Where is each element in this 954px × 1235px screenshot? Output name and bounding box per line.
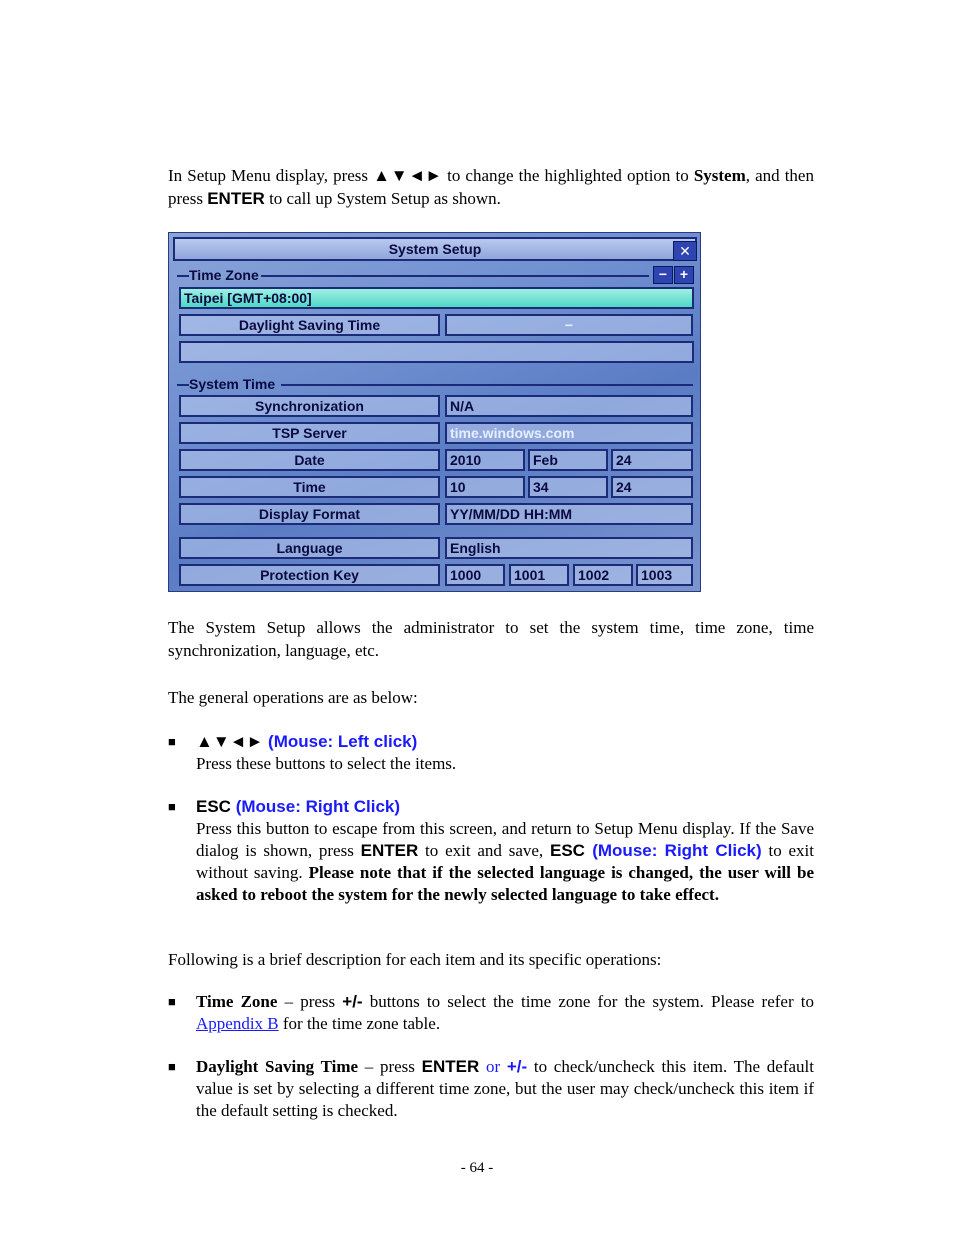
key-field-4[interactable]: 1003	[636, 564, 693, 586]
intro-paragraph	[168, 164, 814, 210]
bullet-text: for the time zone table.	[278, 1014, 441, 1033]
time-label: Time	[179, 476, 440, 498]
bullet-text: – press	[277, 992, 343, 1011]
time-zone-group-label: Time Zone	[189, 267, 259, 283]
enter-key: ENTER	[421, 1057, 480, 1076]
group-border	[177, 275, 189, 277]
enter-key: ENTER	[360, 841, 419, 860]
bullet-text: Press this button to escape from this screen, and return to Setup Menu display. If the Save dialog is shown, press	[196, 819, 814, 860]
time-minute-field[interactable]: 34	[528, 476, 608, 498]
plus-button[interactable]: +	[674, 266, 694, 284]
bullet-text: to exit and save,	[418, 841, 550, 860]
bullet-square-icon: ■	[168, 1059, 176, 1074]
minus-button[interactable]: −	[653, 266, 673, 284]
protection-key-label: Protection Key	[179, 564, 440, 586]
system-time-group-label: System Time	[189, 376, 276, 392]
mouse-hint: (Mouse: Right Click)	[584, 841, 762, 860]
page-number: - 64 -	[460, 1160, 494, 1176]
or-word: or	[479, 1057, 507, 1076]
date-month-field[interactable]: Feb	[528, 449, 608, 471]
bullet-time-zone	[168, 991, 814, 1035]
arrow-keys: ▲▼◄►	[373, 166, 443, 185]
items-intro: Following is a brief description for each item and its specific operations:	[168, 950, 662, 969]
tsp-label: TSP Server	[179, 422, 440, 444]
group-border	[281, 384, 693, 386]
system-setup-screenshot	[168, 232, 701, 592]
group-border	[177, 384, 189, 386]
bullet-text: – press	[358, 1057, 422, 1076]
bullet-square-icon: ■	[168, 799, 176, 814]
dialog-title-bar	[173, 237, 697, 261]
time-zone-value: Taipei [GMT+08:00]	[184, 290, 312, 306]
dst-checkbox[interactable]: −	[445, 314, 693, 336]
language-label: Language	[179, 537, 440, 559]
group-border	[261, 275, 649, 277]
bullet-dst	[168, 1056, 814, 1122]
key-field-1[interactable]: 1000	[445, 564, 505, 586]
arrow-keys: ▲▼◄►	[196, 732, 264, 751]
item-name: Time Zone	[196, 992, 278, 1011]
sync-label: Synchronization	[179, 395, 440, 417]
esc-key: ESC	[549, 841, 585, 860]
time-second-field[interactable]: 24	[611, 476, 693, 498]
mouse-hint: (Mouse: Left click)	[263, 732, 418, 751]
bullet-square-icon: ■	[168, 994, 176, 1009]
intro-text: In Setup Menu display, press	[168, 166, 374, 185]
description-paragraph: The System Setup allows the administrator to set the system time, time zone, time synchronization, language, etc.	[168, 618, 814, 660]
intro-text: to change the highlighted option to	[442, 166, 694, 185]
dialog-title: System Setup	[388, 241, 482, 257]
date-year-field[interactable]: 2010	[445, 449, 525, 471]
appendix-b-link[interactable]: Appendix B	[196, 1014, 279, 1033]
close-button[interactable]: ✕	[673, 241, 697, 261]
empty-row	[179, 341, 694, 363]
system-term: System	[693, 166, 746, 185]
intro-text: , and then press	[168, 166, 814, 208]
bullet-text: to exit without saving.	[196, 841, 814, 882]
operations-intro: The general operations are as below:	[168, 688, 418, 707]
language-field[interactable]: English	[445, 537, 693, 559]
esc-key: ESC	[196, 797, 231, 816]
intro-text: to call up System Setup as shown.	[264, 189, 501, 208]
date-label: Date	[179, 449, 440, 471]
key-field-2[interactable]: 1001	[509, 564, 569, 586]
tsp-field[interactable]: time.windows.com	[445, 422, 693, 444]
mouse-hint: (Mouse: Right Click)	[230, 797, 401, 816]
bullet-square-icon: ■	[168, 734, 176, 749]
bold-note: Please note that if the selected language is changed, the user will be asked to reboot the system for the newly selected language to take effect.	[196, 863, 814, 904]
bullet-text: to check/uncheck this item. The default value is set by selecting a different time zone, but the user may check/uncheck this item if the default setting is checked.	[196, 1057, 814, 1120]
key-field-3[interactable]: 1002	[573, 564, 633, 586]
item-name: Daylight Saving Time	[196, 1057, 359, 1076]
time-hour-field[interactable]: 10	[445, 476, 525, 498]
time-zone-select[interactable]	[179, 287, 694, 309]
bullet-arrows	[168, 731, 814, 775]
format-label: Display Format	[179, 503, 440, 525]
dst-label: Daylight Saving Time	[179, 314, 440, 336]
bullet-esc	[168, 796, 814, 906]
bullet-text: Press these buttons to select the items.	[196, 754, 457, 773]
enter-key: ENTER	[207, 189, 265, 208]
plus-minus-key: +/-	[342, 992, 363, 1011]
format-field[interactable]: YY/MM/DD HH:MM	[445, 503, 693, 525]
bullet-text: buttons to select the time zone for the system. Please refer to	[362, 992, 814, 1011]
sync-field[interactable]: N/A	[445, 395, 693, 417]
date-day-field[interactable]: 24	[611, 449, 693, 471]
plus-minus-key: +/-	[506, 1057, 528, 1076]
